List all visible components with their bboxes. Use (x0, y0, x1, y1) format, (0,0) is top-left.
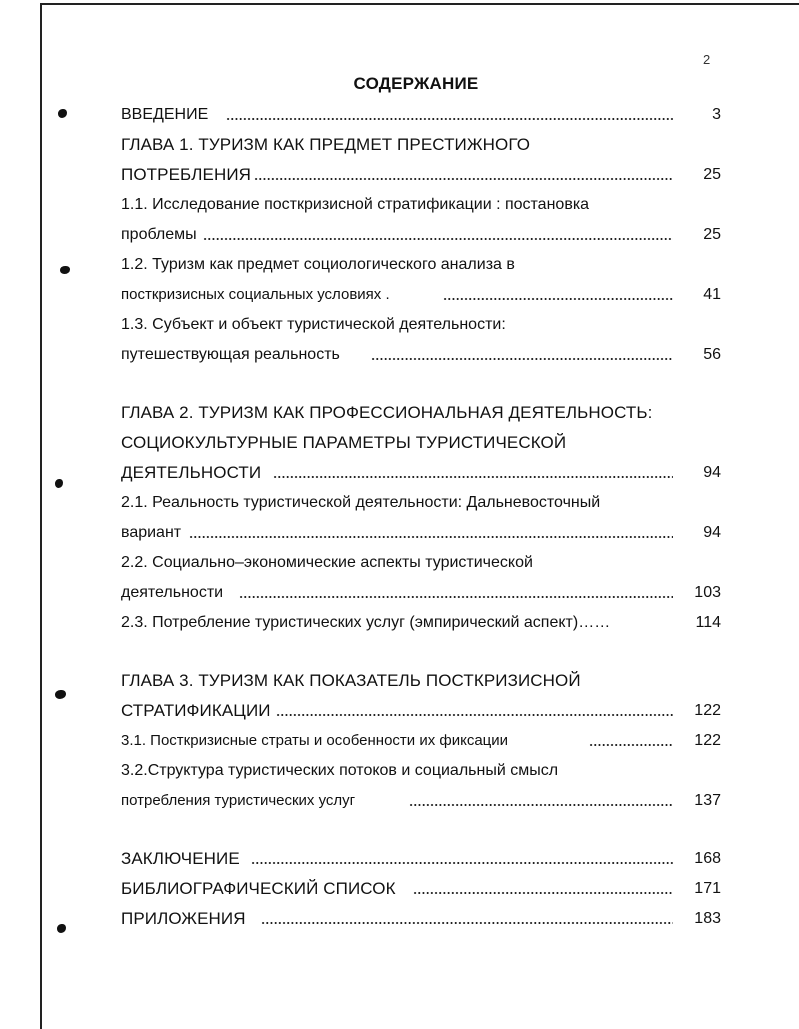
dot-leader (276, 714, 673, 716)
toc-entry (121, 160, 721, 190)
toc-entry-text: проблемы (121, 226, 197, 243)
toc-entry (121, 250, 721, 280)
toc-entry (121, 458, 721, 488)
toc-entry-text: потребления туристических услуг (121, 792, 356, 809)
toc-entry-page: 137 (694, 792, 721, 809)
toc-entry (121, 280, 721, 310)
toc-entry (121, 548, 721, 578)
toc-entry-text: ВВЕДЕНИЕ (121, 106, 209, 123)
toc-entry (121, 130, 721, 160)
page-number: 2 (703, 52, 711, 67)
page-border-top (40, 3, 799, 5)
toc-entry-text: 3.1. Посткризисные страты и особенности их фиксации (121, 732, 509, 749)
toc-entry-page: 103 (694, 584, 721, 601)
toc-entry-text: 3.2.Структура туристических потоков и социальный смысл (121, 762, 559, 779)
toc-entry-text: путешествующая реальность (121, 346, 340, 363)
dot-leader (254, 178, 673, 180)
toc-entry-text: деятельности (121, 584, 224, 601)
dot-leader (189, 536, 673, 538)
toc-entry (121, 100, 721, 130)
toc-entry-text: ЗАКЛЮЧЕНИЕ (121, 849, 240, 868)
toc-entry-page: 183 (694, 910, 721, 927)
toc-entry (121, 874, 721, 904)
dot-leader (371, 358, 673, 360)
toc-entry (121, 428, 721, 458)
toc-entry-page: 25 (703, 166, 721, 183)
toc-entry (121, 608, 721, 638)
dot-leader (273, 476, 673, 478)
toc-entry (121, 488, 721, 518)
dot-leader (261, 922, 673, 924)
toc-entry-page: 41 (703, 286, 721, 303)
toc-entry-page: 56 (703, 346, 721, 363)
toc-entry-text: 2.2. Социально–экономические аспекты туристической (121, 554, 533, 571)
toc-entry-text: СТРАТИФИКАЦИИ (121, 701, 271, 720)
toc-entry-text: ДЕЯТЕЛЬНОСТИ (121, 463, 262, 482)
toc-entry (121, 844, 721, 874)
toc-entry (121, 340, 721, 370)
toc-entry (121, 190, 721, 220)
toc-entry (121, 518, 721, 548)
toc-entry-page: 122 (694, 702, 721, 719)
toc-entry-text: 1.3. Субъект и объект туристической деятельности: (121, 316, 506, 333)
toc-entry (121, 310, 721, 340)
toc-entry-text: 2.3. Потребление туристических услуг (эмпирический аспект)…… (121, 614, 611, 631)
toc-entry (121, 578, 721, 608)
toc-entry (121, 756, 721, 786)
dot-leader (443, 298, 673, 300)
toc-entry (121, 666, 721, 696)
punch-hole-mark (60, 266, 70, 274)
toc-entry-text: 1.2. Туризм как предмет социологического анализа в (121, 256, 515, 273)
page-border-left (40, 3, 42, 1029)
toc-entry (121, 904, 721, 934)
page-title: СОДЕРЖАНИЕ (353, 74, 479, 93)
dot-leader (589, 744, 673, 746)
toc-entry (121, 398, 721, 428)
punch-hole-mark (55, 479, 63, 488)
toc-entry-page: 3 (712, 106, 721, 123)
toc-entry (121, 726, 721, 756)
dot-leader (203, 238, 673, 240)
dot-leader (226, 118, 673, 120)
toc-entry-text: ГЛАВА 2. ТУРИЗМ КАК ПРОФЕССИОНАЛЬНАЯ ДЕЯТЕЛЬНОСТЬ: (121, 403, 653, 422)
toc-entry (121, 220, 721, 250)
punch-hole-mark (58, 109, 67, 118)
toc-entry-text: БИБЛИОГРАФИЧЕСКИЙ СПИСОК (121, 879, 396, 898)
toc-entry-page: 94 (703, 524, 721, 541)
toc-entry-page: 171 (694, 880, 721, 897)
toc-entry-text: 1.1. Исследование посткризисной стратификации : постановка (121, 196, 590, 213)
toc-entry-text: СОЦИОКУЛЬТУРНЫЕ ПАРАМЕТРЫ ТУРИСТИЧЕСКОЙ (121, 433, 567, 452)
toc-entry-text: ПРИЛОЖЕНИЯ (121, 909, 246, 928)
dot-leader (239, 596, 673, 598)
toc-entry-text: ГЛАВА 1. ТУРИЗМ КАК ПРЕДМЕТ ПРЕСТИЖНОГО (121, 135, 531, 154)
toc-entry-text: ГЛАВА 3. ТУРИЗМ КАК ПОКАЗАТЕЛЬ ПОСТКРИЗИСНОЙ (121, 671, 581, 690)
toc-entry-text: 2.1. Реальность туристической деятельности: Дальневосточный (121, 494, 601, 511)
toc-entry (121, 696, 721, 726)
toc-entry-text: вариант (121, 524, 182, 541)
toc-entry-page: 94 (703, 464, 721, 481)
toc-entry-text: ПОТРЕБЛЕНИЯ (121, 165, 252, 184)
punch-hole-mark (57, 924, 66, 933)
toc-entry-page: 114 (695, 614, 721, 631)
dot-leader (413, 892, 673, 894)
punch-hole-mark (55, 690, 66, 699)
dot-leader (409, 804, 673, 806)
toc-entry-page: 168 (694, 850, 721, 867)
toc-entry-page: 122 (694, 732, 721, 749)
toc-entry (121, 786, 721, 816)
toc-entry-page: 25 (703, 226, 721, 243)
dot-leader (251, 862, 673, 864)
toc-entry-text: посткризисных социальных условиях . (121, 286, 390, 303)
